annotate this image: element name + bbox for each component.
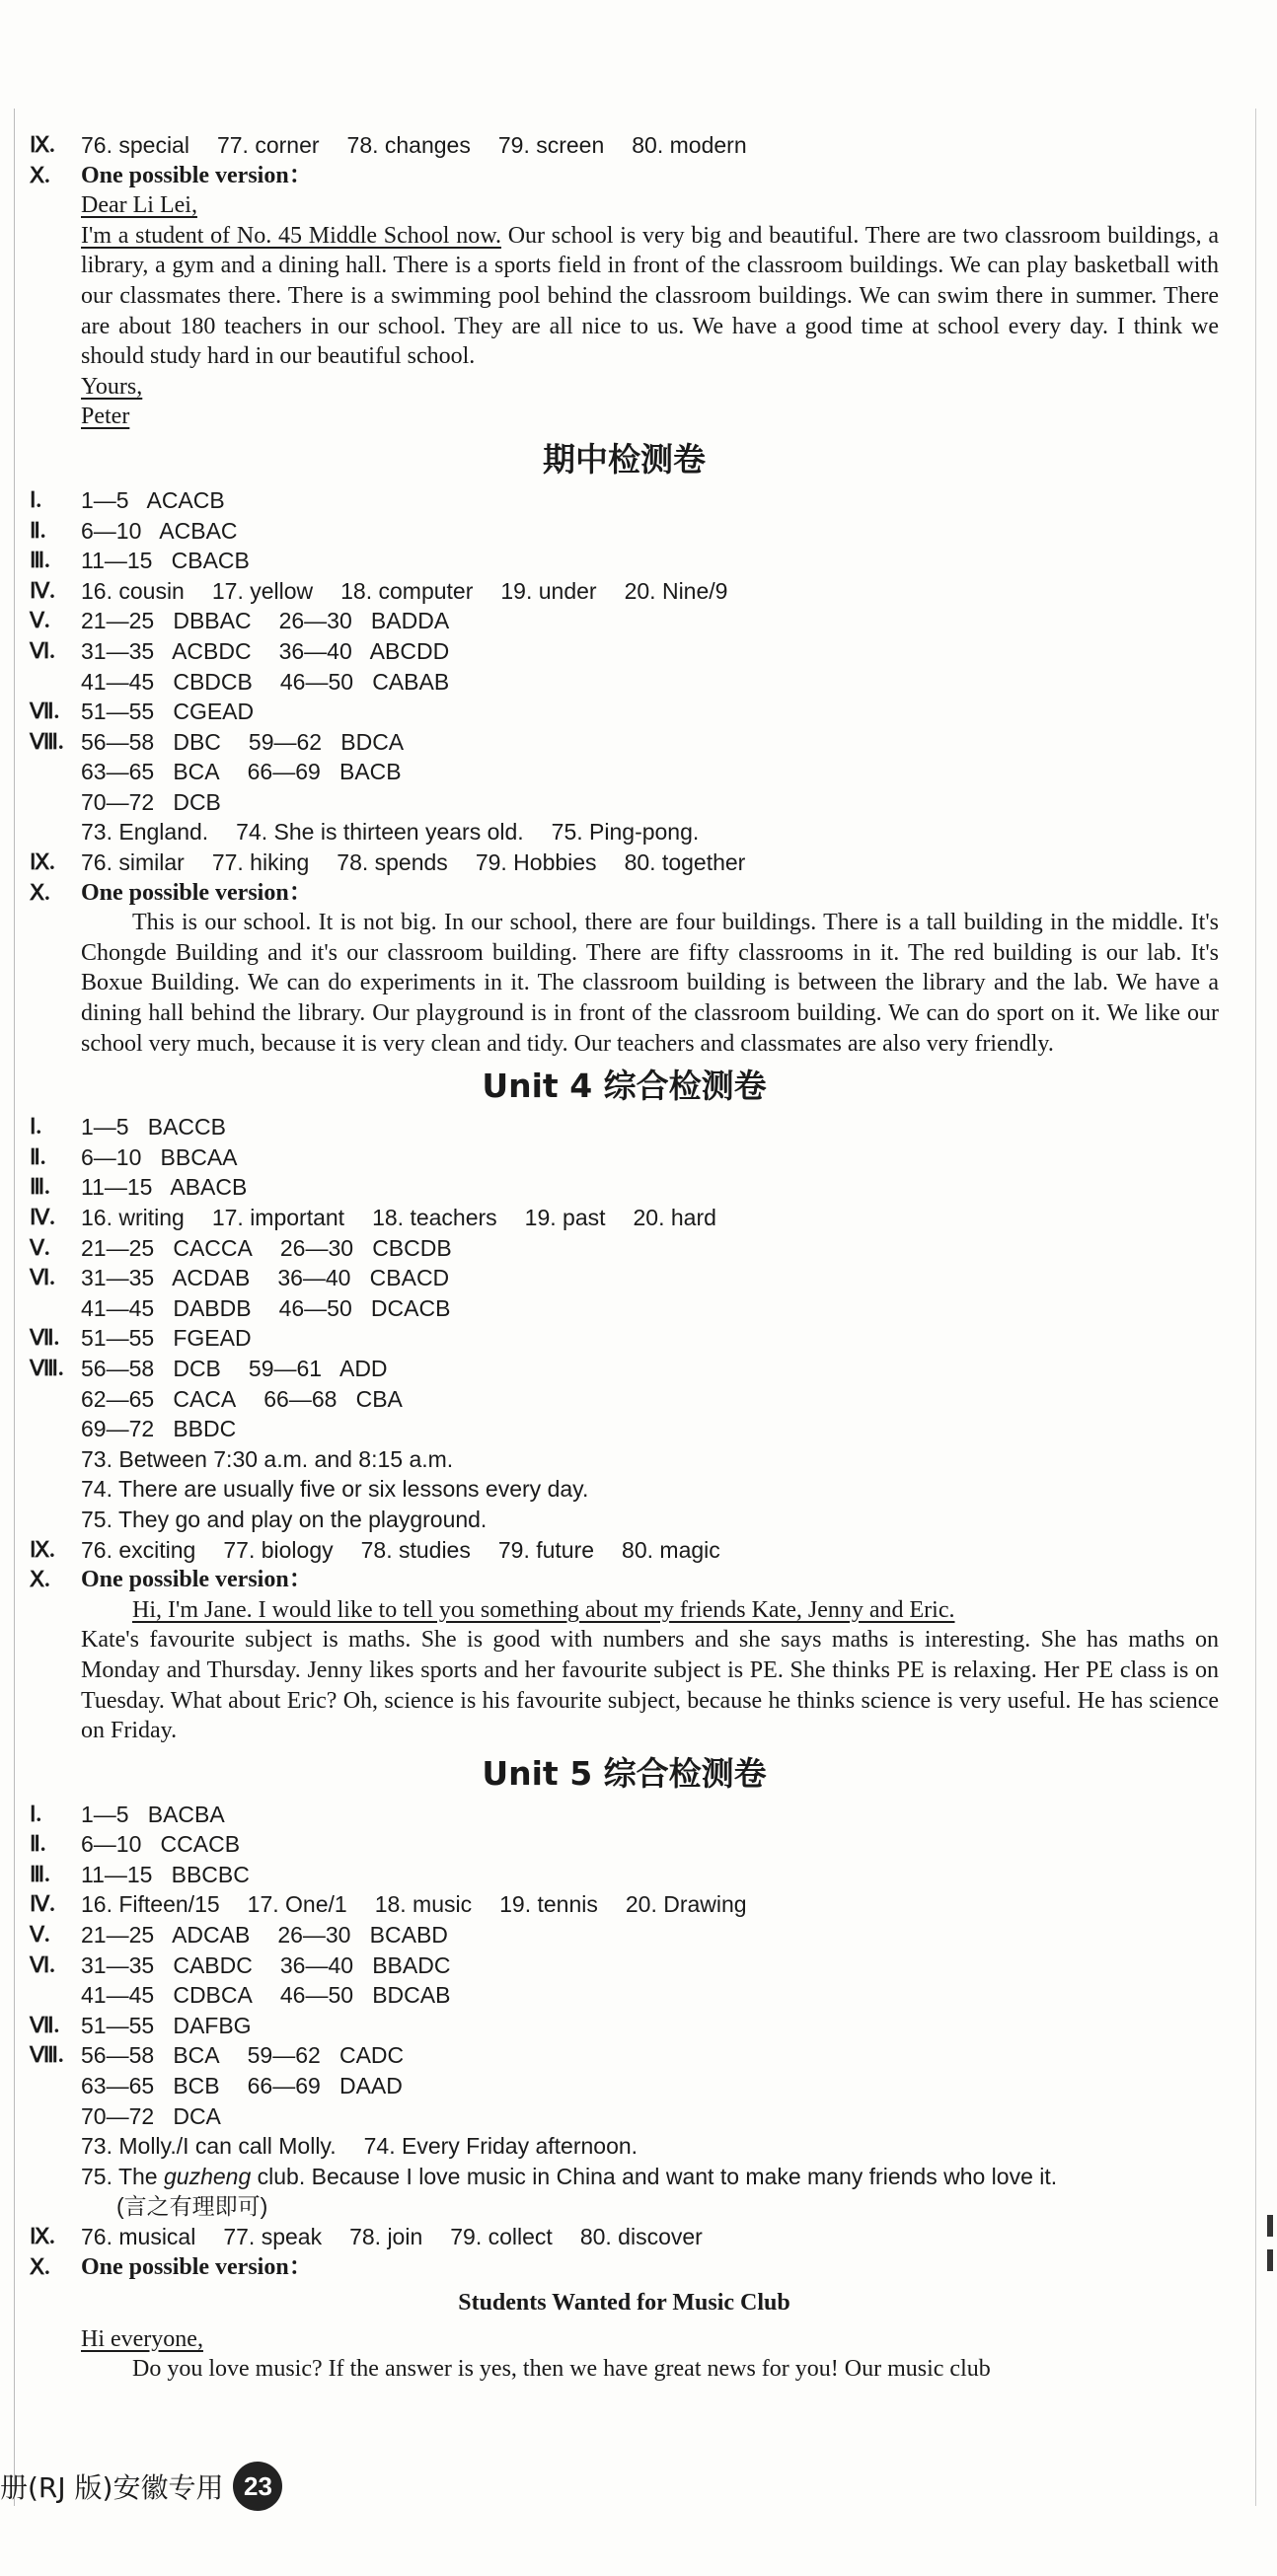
answer-item: 31—35 CABDC xyxy=(81,1951,253,1978)
answer-line xyxy=(30,1354,1219,1384)
section-number xyxy=(30,1293,81,1324)
letter-signature: Peter xyxy=(81,404,130,430)
answer-line xyxy=(30,576,1219,607)
section-number: Ⅱ. xyxy=(30,1831,46,1857)
answer-line xyxy=(30,1829,1219,1860)
answer-line xyxy=(30,1920,1219,1950)
answer-item: guzheng xyxy=(163,2163,252,2189)
answer-item: 16. Fifteen/15 xyxy=(81,1891,220,1918)
answer-line xyxy=(30,1474,1219,1505)
answer-item: 77. speak xyxy=(223,2224,323,2249)
answer-item: 56—58 BCA xyxy=(81,2042,220,2069)
answer-item: 18. music xyxy=(374,1891,473,1918)
answer-line xyxy=(30,2131,1219,2162)
answer-item: 78. studies xyxy=(360,1536,471,1563)
answer-line xyxy=(30,878,1219,909)
section-number: Ⅷ. xyxy=(30,1355,64,1380)
answer-item: 16. writing xyxy=(81,1205,185,1230)
answer-item: 79. collect xyxy=(450,2224,553,2249)
answer-item: 75. The xyxy=(81,2163,164,2189)
answer-item: 74. There are usually five or six lessons every day. xyxy=(81,1476,589,1503)
answer-item: 77. hiking xyxy=(211,849,310,876)
answer-item: 79. screen xyxy=(497,132,605,158)
answer-item: club. Because I love music in China and want to make many friends who love it. xyxy=(251,2163,1058,2189)
answer-line xyxy=(30,2011,1219,2041)
answer-item: 21—25 DBBAC xyxy=(81,608,252,634)
answer-note: (言之有理即可) xyxy=(116,2193,268,2220)
answer-item: 41—45 CDBCA xyxy=(81,1982,253,2009)
answer-item: 59—62 CADC xyxy=(247,2042,405,2069)
answer-item: 21—25 ADCAB xyxy=(81,1922,251,1949)
section-number: Ⅷ. xyxy=(30,728,64,754)
section-number xyxy=(30,1505,81,1535)
section-number: Ⅴ. xyxy=(30,1234,50,1260)
answer-item: 19. under xyxy=(500,577,597,604)
answer-line xyxy=(30,516,1219,547)
section-number: Ⅲ. xyxy=(30,548,50,573)
edge-mark xyxy=(1267,2249,1273,2271)
answer-line xyxy=(30,1889,1219,1920)
answer-line xyxy=(30,130,1219,161)
answer-list xyxy=(30,1800,1219,2162)
answer-item: 31—35 ACBDC xyxy=(81,637,252,664)
answer-item: 70—72 DCB xyxy=(81,788,221,815)
answer-item: 80. modern xyxy=(632,132,747,158)
answer-item: 77. biology xyxy=(223,1536,334,1563)
answer-item: 56—58 DBC xyxy=(81,728,221,755)
answer-item: 18. teachers xyxy=(372,1205,497,1230)
answer-item: 76. special xyxy=(81,132,189,158)
answer-item: 20. Nine/9 xyxy=(624,577,728,604)
answer-item: 6—10 CCACB xyxy=(81,1831,241,1858)
letter-first-sentence: I'm a student of No. 45 Middle School now. xyxy=(81,222,501,249)
section-number xyxy=(30,667,81,698)
section-label: One possible version： xyxy=(81,879,313,906)
answer-item: 21—25 CACCA xyxy=(81,1234,253,1261)
section-number xyxy=(30,1384,81,1415)
answer-item: 41—45 DABDB xyxy=(81,1294,252,1321)
section-title: 期中检测卷 xyxy=(543,439,706,478)
essay-greeting: Hi everyone, xyxy=(81,2325,203,2352)
answer-item: 36—40 BBADC xyxy=(279,1951,451,1978)
answer-item: 11—15 ABACB xyxy=(81,1174,248,1201)
answer-line xyxy=(30,817,1219,847)
answer-content xyxy=(30,130,1219,2385)
answer-line xyxy=(30,606,1219,636)
answer-item: 74. She is thirteen years old. xyxy=(236,819,524,846)
footer-text: 册(RJ 版)安徽专用 xyxy=(0,2471,224,2504)
section-number: Ⅹ. xyxy=(30,2253,50,2279)
answer-item: 76. exciting xyxy=(81,1536,196,1563)
answer-item: 1—5 ACACB xyxy=(81,486,225,513)
section-number: Ⅴ. xyxy=(30,608,50,633)
answer-line xyxy=(30,485,1219,516)
answer-item: 46—50 CABAB xyxy=(279,668,450,695)
answer-item: 63—65 BCA xyxy=(81,759,220,785)
answer-item: 59—62 BDCA xyxy=(248,728,405,755)
answer-item: 59—61 ADD xyxy=(248,1355,388,1381)
section-number: Ⅰ. xyxy=(30,1114,41,1140)
section-number: Ⅶ. xyxy=(30,699,60,724)
section-number: Ⅳ. xyxy=(30,1205,55,1229)
answer-item: 26—30 BADDA xyxy=(278,608,450,634)
answer-item: 46—50 BDCAB xyxy=(279,1982,451,2009)
answer-item: 80. discover xyxy=(579,2224,703,2249)
answer-item: 51—55 CGEAD xyxy=(81,699,255,725)
section-label: One possible version： xyxy=(81,1567,313,1593)
answer-line xyxy=(30,757,1219,787)
answer-item: 36—40 ABCDD xyxy=(278,637,450,664)
section-number: Ⅵ. xyxy=(30,637,55,663)
answer-item: 31—35 ACDAB xyxy=(81,1265,251,1291)
section-number: Ⅹ. xyxy=(30,879,50,905)
answer-line xyxy=(30,2162,1219,2222)
answer-item: 46—50 DCACB xyxy=(278,1294,451,1321)
answer-list xyxy=(30,485,1219,878)
answer-item: 19. past xyxy=(524,1205,606,1230)
answer-item: 63—65 BCB xyxy=(81,2073,220,2099)
answer-item: 18. computer xyxy=(340,577,474,604)
answer-item: 66—69 DAAD xyxy=(247,2073,403,2099)
answer-line xyxy=(30,697,1219,727)
answer-item: 17. yellow xyxy=(211,577,314,604)
answer-item: 76. similar xyxy=(81,849,185,876)
answer-item: 17. important xyxy=(211,1205,345,1230)
section-number: Ⅹ. xyxy=(30,162,50,187)
letter-greeting: Dear Li Lei, xyxy=(81,192,197,219)
answer-line xyxy=(30,1112,1219,1142)
answer-item: 76. musical xyxy=(81,2224,196,2249)
answer-line xyxy=(30,1980,1219,2011)
essay xyxy=(30,1595,1219,1746)
answer-item: 11—15 BBCBC xyxy=(81,1861,250,1887)
left-border-line xyxy=(14,109,15,2506)
right-border-line xyxy=(1255,109,1256,2506)
section-number xyxy=(30,2101,81,2132)
answer-item: 73. Between 7:30 a.m. and 8:15 a.m. xyxy=(81,1445,454,1472)
answer-item: 79. Hobbies xyxy=(475,849,597,876)
section-number: Ⅱ. xyxy=(30,517,46,543)
answer-item: 26—30 CBCDB xyxy=(279,1234,452,1261)
answer-line xyxy=(30,1444,1219,1475)
answer-line xyxy=(30,1950,1219,1981)
section-number xyxy=(30,2131,81,2162)
answer-item: 19. tennis xyxy=(499,1891,598,1918)
answer-line xyxy=(30,667,1219,698)
section-number xyxy=(30,2071,81,2101)
answer-line xyxy=(30,1233,1219,1264)
essay-title: Students Wanted for Music Club xyxy=(458,2290,790,2317)
answer-item: 6—10 ACBAC xyxy=(81,517,238,544)
section-label: One possible version： xyxy=(81,162,313,188)
answer-item: 78. spends xyxy=(337,849,448,876)
answer-item: 26—30 BCABD xyxy=(277,1922,448,1949)
answer-line xyxy=(30,1323,1219,1354)
section-number xyxy=(30,1474,81,1505)
answer-line xyxy=(30,787,1219,818)
answer-item: 11—15 CBACB xyxy=(81,548,250,574)
section-number: Ⅸ. xyxy=(30,132,55,157)
section-number: Ⅲ. xyxy=(30,1861,50,1886)
answer-line xyxy=(30,1203,1219,1233)
answer-line xyxy=(30,2222,1219,2252)
answer-line xyxy=(30,1172,1219,1203)
answer-line xyxy=(30,1293,1219,1324)
answer-line xyxy=(30,1384,1219,1415)
answer-item: 75. They go and play on the playground. xyxy=(81,1506,488,1532)
section-title: Unit 4 综合检测卷 xyxy=(482,1067,767,1106)
section-number xyxy=(30,817,81,847)
section-number: Ⅵ. xyxy=(30,1951,55,1977)
answer-item: 20. hard xyxy=(633,1205,716,1230)
page-footer xyxy=(0,2457,395,2516)
answer-line xyxy=(30,2101,1219,2132)
section-number: Ⅸ. xyxy=(30,1536,55,1562)
answer-line xyxy=(30,1505,1219,1535)
answer-item: 78. changes xyxy=(346,132,471,158)
answer-line xyxy=(30,727,1219,758)
section-number: Ⅶ. xyxy=(30,2012,60,2037)
section-title: Unit 5 综合检测卷 xyxy=(482,1753,767,1793)
answer-item: 1—5 BACBA xyxy=(81,1801,225,1827)
page-number-badge: 23 xyxy=(233,2462,282,2511)
essay xyxy=(30,908,1219,1059)
section-number: Ⅹ. xyxy=(30,1567,50,1592)
answer-item: 51—55 FGEAD xyxy=(81,1325,252,1352)
section-number: Ⅵ. xyxy=(30,1265,55,1290)
answer-line xyxy=(30,1800,1219,1830)
answer-item: 20. Drawing xyxy=(625,1891,747,1918)
answer-line xyxy=(30,2252,1219,2283)
answer-line xyxy=(30,847,1219,878)
section-number: Ⅰ. xyxy=(30,486,41,512)
essay-text: This is our school. It is not big. In our school, there are four buildings. There is a tall building in the middle. It's Chongde Building and it's our classroom building. There are fifty classrooms in it. The red building is our lab. It's Boxue Building. We can do experiments in it. The classroom building is between the library and the lab. We have a dining hall behind the library. Our playground is in front of the classroom building. We can do sport on it. We like our school very much, because it is very clean and tidy. Our teachers and classmates are also very friendly. xyxy=(81,910,1219,1057)
answer-line xyxy=(30,1535,1219,1566)
answer-item: 74. Every Friday afternoon. xyxy=(363,2133,638,2160)
section-number: Ⅱ. xyxy=(30,1143,46,1169)
answer-item: 70—72 DCA xyxy=(81,2102,221,2129)
answer-item: 17. One/1 xyxy=(247,1891,347,1918)
section-number: Ⅸ. xyxy=(30,2224,55,2248)
answer-item: 69—72 BBDC xyxy=(81,1416,237,1442)
answer-item: 80. magic xyxy=(622,1536,720,1563)
section-number xyxy=(30,757,81,787)
answer-item: 73. Molly./I can call Molly. xyxy=(81,2133,337,2160)
edge-mark xyxy=(1267,2215,1273,2237)
section-number xyxy=(30,1414,81,1444)
answer-item: 73. England. xyxy=(81,819,209,846)
section-number: Ⅶ. xyxy=(30,1325,60,1351)
answer-item: 16. cousin xyxy=(81,577,185,604)
answer-item: 1—5 BACCB xyxy=(81,1114,226,1141)
section-number: Ⅷ. xyxy=(30,2042,64,2068)
answer-line xyxy=(30,1565,1219,1595)
letter-closing: Yours, xyxy=(81,373,143,400)
section-number: Ⅳ. xyxy=(30,577,55,603)
answer-list xyxy=(30,1112,1219,1565)
answer-line xyxy=(30,1860,1219,1890)
answer-item: 6—10 BBCAA xyxy=(81,1143,238,1170)
answer-line xyxy=(30,2071,1219,2101)
answer-item: 62—65 CACA xyxy=(81,1385,237,1412)
answer-line xyxy=(30,1142,1219,1173)
answer-line xyxy=(30,161,1219,191)
answer-item: 36—40 CBACD xyxy=(277,1265,450,1291)
answer-line xyxy=(30,636,1219,667)
answer-item: 80. together xyxy=(624,849,746,876)
section-number: Ⅸ. xyxy=(30,849,55,875)
answer-item: 41—45 CBDCB xyxy=(81,668,253,695)
answer-item: 56—58 DCB xyxy=(81,1355,221,1381)
essay-text: Do you love music? If the answer is yes, then we have great news for you! Our music club xyxy=(132,2356,991,2383)
section-number xyxy=(30,1980,81,2011)
essay xyxy=(30,2324,1219,2385)
section-label: One possible version： xyxy=(81,2253,313,2280)
answer-item: 77. corner xyxy=(216,132,320,158)
answer-line xyxy=(30,1263,1219,1293)
answer-item: 78. join xyxy=(349,2224,423,2249)
answer-item: 66—68 CBA xyxy=(263,1385,403,1412)
section-number xyxy=(30,787,81,818)
answer-item: 79. future xyxy=(497,1536,595,1563)
section-number: Ⅰ. xyxy=(30,1801,41,1826)
letter-body: Our school is very big and beautiful. There are two classroom buildings, a library, a gym and a dining hall. There is a sports field in front of the classroom buildings. We can play basketball with our classmates there. There is a swimming pool behind the classroom buildings. We can swim there in summer. There are about 180 teachers in our school. They are all nice to us. We have a good time at school every day. I think we should study hard in our beautiful school. xyxy=(81,222,1219,370)
answer-item: 75. Ping-pong. xyxy=(551,819,700,846)
answer-item: 66—69 BACB xyxy=(247,759,402,785)
essay-first-sentence: Hi, I'm Jane. I would like to tell you something about my friends Kate, Jenny and Eric. xyxy=(132,1596,955,1623)
answer-line xyxy=(30,1414,1219,1444)
section-number: Ⅲ. xyxy=(30,1174,50,1200)
letter xyxy=(30,190,1219,432)
essay-text: Kate's favourite subject is maths. She is good with numbers and she says maths is interesting. She has maths on Monday and Thursday. Jenny likes sports and her favourite subject is PE. She thinks PE is relaxing. Her PE class is on Tuesday. What about Eric? Oh, science is his favourite subject, because he thinks science is very useful. He has science on Friday. xyxy=(81,1627,1219,1744)
answer-line xyxy=(30,546,1219,576)
answer-line xyxy=(30,2040,1219,2071)
answer-item: 51—55 DAFBG xyxy=(81,2012,252,2038)
section-number: Ⅴ. xyxy=(30,1922,50,1948)
section-number xyxy=(30,1444,81,1475)
section-number: Ⅳ. xyxy=(30,1891,55,1917)
